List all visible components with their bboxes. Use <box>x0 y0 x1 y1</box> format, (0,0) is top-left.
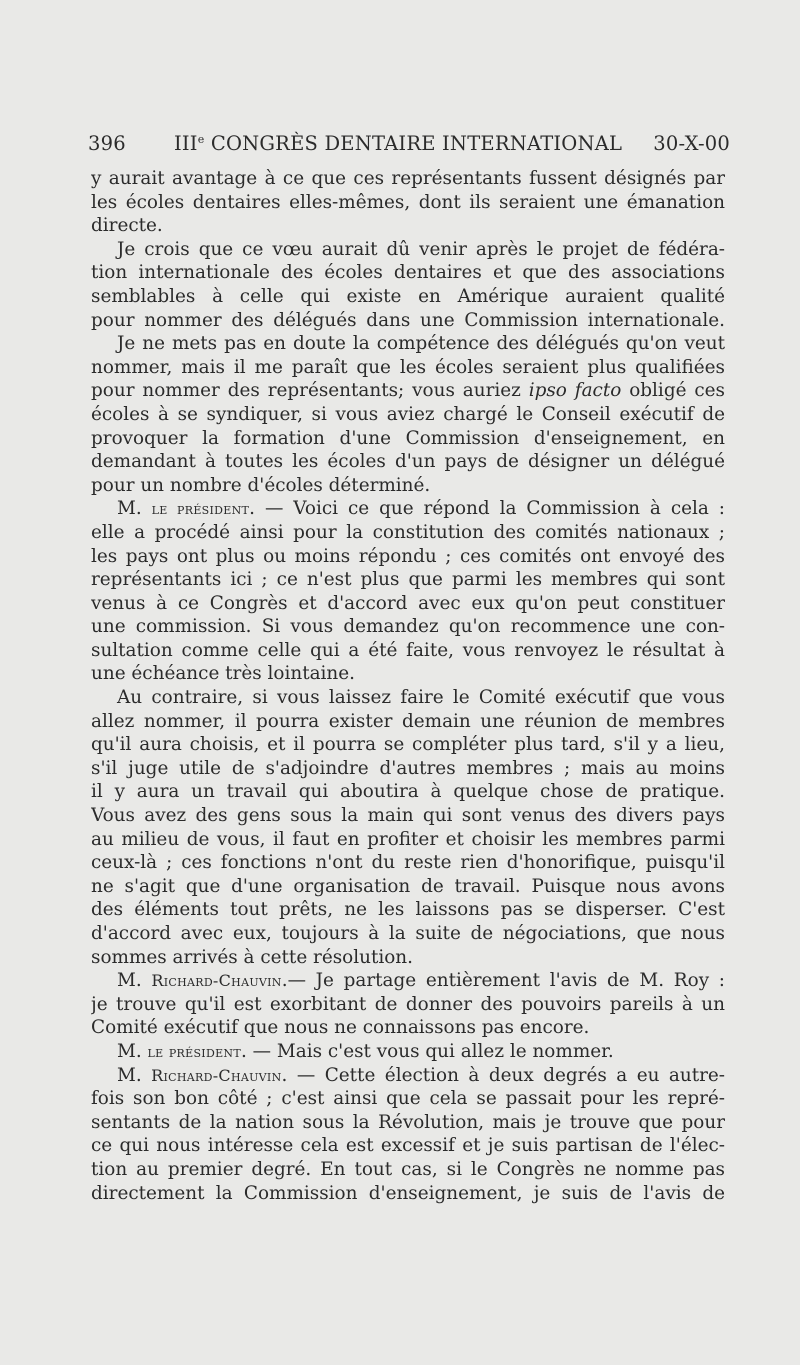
title-roman-numeral: III <box>174 132 198 155</box>
text-line: les pays ont plus ou moins répondu ; ces comités ont envoyé des <box>91 545 725 567</box>
text-line: au milieu de vous, il faut en profiter et choisir les membres parmi <box>91 828 725 850</box>
body-text <box>91 167 725 1205</box>
text-line: venus à ce Congrès et d'accord avec eux qu'on peut constituer <box>91 592 725 614</box>
text-line: Comité exécutif que nous ne connaissons pas encore. <box>91 1017 590 1039</box>
header-date: 30-X-00 <box>653 132 730 155</box>
text-run: obligé ces <box>621 380 725 402</box>
text-line: pour nommer des délégués dans une Commission internationale. <box>91 309 725 331</box>
italic-phrase: ipso facto <box>528 380 622 402</box>
text-line: qu'il aura choisis, et il pourra se compléter plus tard, s'il y a lieu, <box>91 734 725 756</box>
text-line: provoquer la formation d'une Commission d'enseignement, en <box>91 427 725 449</box>
speaker-name: Richard-Chauvin <box>151 1065 282 1085</box>
text-run: .— Je partage entièrement l'avis de M. Roy : <box>281 970 725 992</box>
page-number: 396 <box>88 132 126 155</box>
text-run: . — Mais c'est vous qui allez le nommer. <box>240 1040 614 1062</box>
text-run: M. <box>117 1064 152 1086</box>
text-line: y aurait avantage à ce que ces représentants fussent désignés par <box>91 168 725 189</box>
text-line: tion au premier degré. En tout cas, si le Congrès ne nomme pas <box>91 1158 725 1180</box>
text-line: fois son bon côté ; c'est ainsi que cela se passait pour les repré- <box>91 1088 725 1110</box>
text-line: directe. <box>91 215 163 237</box>
text-line: écoles à se syndiquer, si vous aviez chargé le Conseil exécutif de <box>91 403 725 425</box>
text-line: nommer, mais il me paraît que les écoles seraient plus qualifiées <box>91 356 725 378</box>
text-line: ce qui nous intéresse cela est excessif et je suis partisan de l'élec- <box>91 1135 725 1157</box>
text-line: sommes arrivés à cette résolution. <box>91 946 413 968</box>
text-line: représentants ici ; ce n'est plus que parmi les membres qui sont <box>91 569 725 591</box>
text-line: je trouve qu'il est exorbitant de donner des pouvoirs pareils à un <box>91 993 725 1015</box>
text-line: d'accord avec eux, toujours à la suite de négociations, que nous <box>91 923 725 944</box>
text-line: Je ne mets pas en doute la compétence des délégués qu'on veut <box>117 333 725 355</box>
text-line: s'il juge utile de s'adjoindre d'autres membres ; mais au moins <box>91 757 725 779</box>
title-superscript: e <box>197 133 205 146</box>
text-line: une commission. Si vous demandez qu'on recommence une con- <box>91 616 725 638</box>
text-run: M. <box>117 970 152 992</box>
text-line: semblables à celle qui existe en Amérique auraient qualité <box>91 285 725 307</box>
speaker-line <box>91 969 725 993</box>
speaker-line <box>91 1064 725 1088</box>
speaker-name: le président <box>147 1041 241 1061</box>
text-line: Au contraire, si vous laissez faire le Comité exécutif que vous <box>117 687 725 709</box>
text-run: . — Voici ce que répond la Commission à cela : <box>249 498 725 520</box>
text-line: demandant à toutes les écoles d'un pays de désigner un délégué <box>91 451 725 473</box>
text-run: . — Cette élection à deux degrés a eu autre- <box>281 1064 725 1086</box>
text-line: il y aura un travail qui aboutira à quelque chose de pratique. <box>91 781 725 803</box>
text-line: des éléments tout prêts, ne les laissons pas se disperser. C'est <box>91 899 725 921</box>
text-run: M. <box>117 1040 148 1062</box>
text-line: les écoles dentaires elles-mêmes, dont ils seraient une émanation <box>91 191 725 213</box>
text-line: directement la Commission d'enseignement, je suis de l'avis de <box>91 1182 725 1204</box>
running-title <box>174 132 622 155</box>
text-line: ne s'agit que d'une organisation de travail. Puisque nous avons <box>91 875 725 897</box>
text-run: M. <box>117 498 152 520</box>
text-line: pour un nombre d'écoles déterminé. <box>91 474 431 496</box>
text-line: elle a procédé ainsi pour la constitution des comités nationaux ; <box>91 521 725 543</box>
text-line: Je crois que ce vœu aurait dû venir après le projet de fédéra- <box>117 238 725 260</box>
text-line: ceux-là ; ces fonctions n'ont du reste rien d'honorifique, puisqu'il <box>91 852 725 874</box>
text-line: tion internationale des écoles dentaires et que des associations <box>91 262 725 284</box>
text-line: une échéance très lointaine. <box>91 663 356 685</box>
text-run: pour nommer des représentants; vous auriez <box>91 380 529 402</box>
text-line: sultation comme celle qui a été faite, vous renvoyez le résultat à <box>91 639 725 661</box>
text-line: sentants de la nation sous la Révolution, mais je trouve que pour <box>91 1111 725 1133</box>
running-header <box>88 132 730 160</box>
speaker-line <box>91 497 725 521</box>
text-line: allez nommer, il pourra exister demain une réunion de membres <box>91 710 725 732</box>
speaker-name: le président <box>151 499 250 519</box>
speaker-name: Richard-Chauvin <box>151 971 282 991</box>
speaker-line <box>91 1040 725 1064</box>
text-line: Vous avez des gens sous la main qui sont venus des divers pays <box>91 805 725 827</box>
text-line <box>91 379 725 403</box>
title-text: CONGRÈS DENTAIRE INTERNATIONAL <box>204 132 623 155</box>
